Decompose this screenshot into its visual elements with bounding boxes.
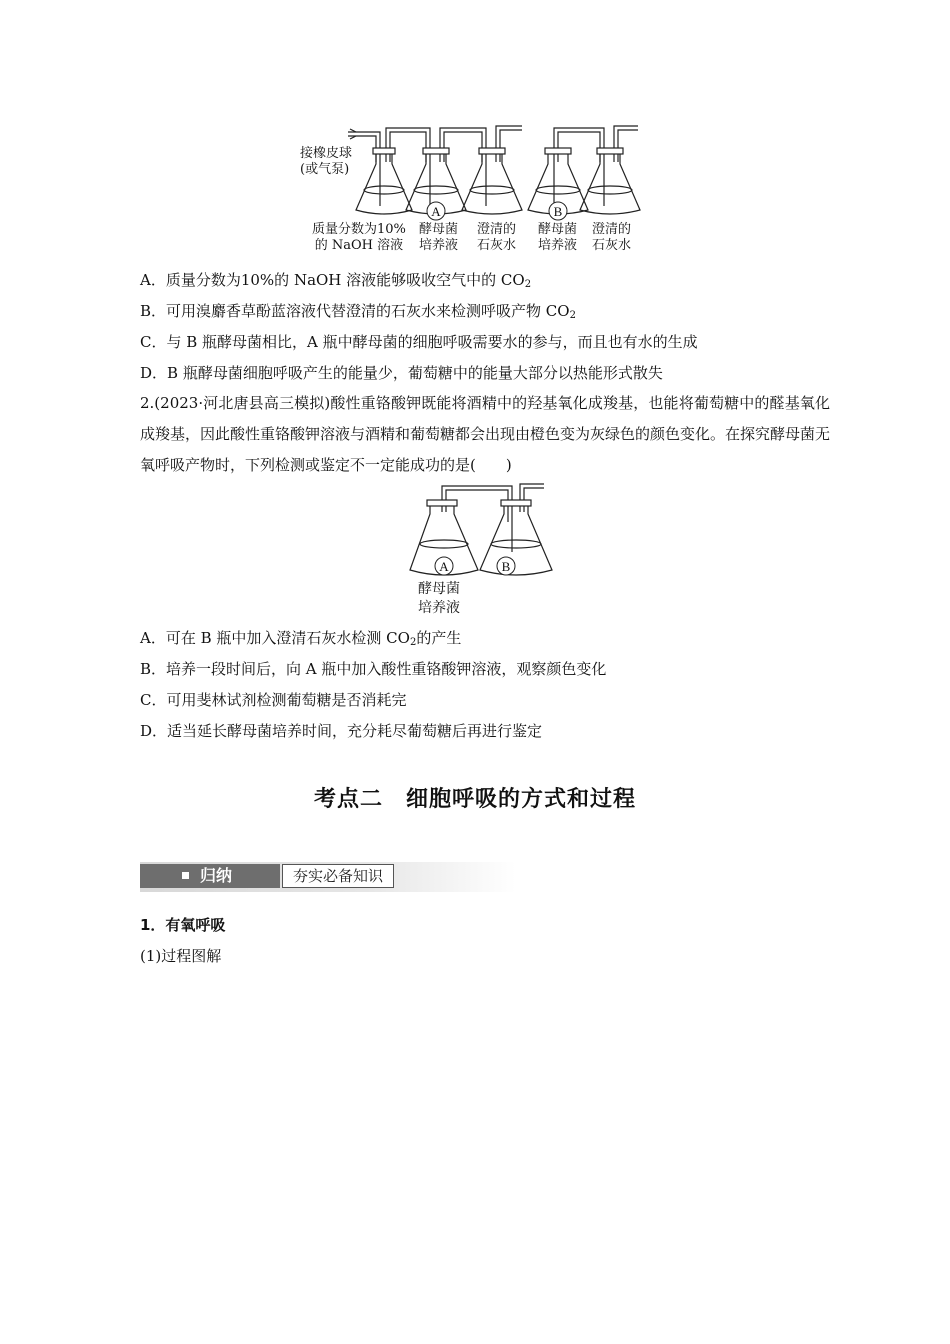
figure1-apparatus bbox=[300, 122, 650, 222]
figure1-caption-naoh: 质量分数为10% 的 NaOH 溶液 bbox=[312, 222, 406, 253]
q2-source: 2.(2023·河北唐县高三模拟) bbox=[140, 394, 331, 412]
figure1-flask-a-letter: A bbox=[431, 204, 441, 219]
q1-option-c: C．与 B 瓶酵母菌相比，A 瓶中酵母菌的细胞呼吸需要水的参与，而且也有水的生成 bbox=[140, 333, 698, 351]
subheading-process-diagram: (1)过程图解 bbox=[140, 947, 222, 965]
figure1-caption-limewater-2: 澄清的 石灰水 bbox=[592, 222, 632, 253]
q2-stem bbox=[140, 388, 830, 481]
q1-option-b: B．可用溴麝香草酚蓝溶液代替澄清的石灰水来检测呼吸产物 $CO_2$ bbox=[140, 302, 576, 321]
figure2-flask-b-letter: B bbox=[501, 559, 511, 574]
figure2-flask-a-letter: A bbox=[439, 559, 449, 574]
figure2-apparatus bbox=[408, 482, 558, 582]
banner-dark-label: 归纳 bbox=[200, 866, 233, 885]
figure1-caption-limewater-1: 澄清的 石灰水 bbox=[477, 222, 517, 253]
q2-option-a: A．可在 B 瓶中加入澄清石灰水检测 $CO_2$的产生 bbox=[140, 629, 462, 648]
q2-option-d: D．适当延长酵母菌培养时间，充分耗尽葡萄糖后再进行鉴定 bbox=[140, 722, 543, 740]
q2-option-c: C．可用斐林试剂检测葡萄糖是否消耗完 bbox=[140, 691, 407, 709]
q2-text: 酸性重铬酸钾既能将酒精中的羟基氧化成羧基，也能将葡萄糖中的醛基氧化成羧基，因此酸性重铬酸钾溶液与酒精和葡萄糖都会出现由橙色变为灰绿色的颜色变化。在探究酵母菌无氧呼吸产物时，下列检测或鉴定不一定能成功的是( ) bbox=[140, 394, 831, 474]
q2-option-b: B．培养一段时间后，向 A 瓶中加入酸性重铬酸钾溶液，观察颜色变化 bbox=[140, 660, 607, 678]
figure1-rubber-ball-label: 接橡皮球 (或气泵) bbox=[300, 146, 353, 177]
q1-option-d: D．B 瓶酵母菌细胞呼吸产生的能量少，葡萄糖中的能量大部分以热能形式散失 bbox=[140, 364, 663, 382]
figure1-caption-yeast-a: 酵母菌 培养液 bbox=[419, 222, 459, 253]
figure1-flask-b-letter: B bbox=[553, 204, 563, 219]
heading-aerobic-respiration: 1．有氧呼吸 bbox=[140, 916, 226, 934]
section-title: 考点二 细胞呼吸的方式和过程 bbox=[313, 787, 636, 812]
q1-option-a: A．质量分数为10%的 NaOH 溶液能够吸收空气中的 $CO_2$ bbox=[140, 271, 532, 290]
square-bullet-icon bbox=[182, 872, 189, 879]
banner-box-label: 夯实必备知识 bbox=[282, 864, 394, 888]
figure1-caption-yeast-b: 酵母菌 培养液 bbox=[538, 222, 578, 253]
figure2-caption: 酵母菌 培养液 bbox=[418, 581, 460, 616]
section-banner bbox=[140, 862, 516, 892]
